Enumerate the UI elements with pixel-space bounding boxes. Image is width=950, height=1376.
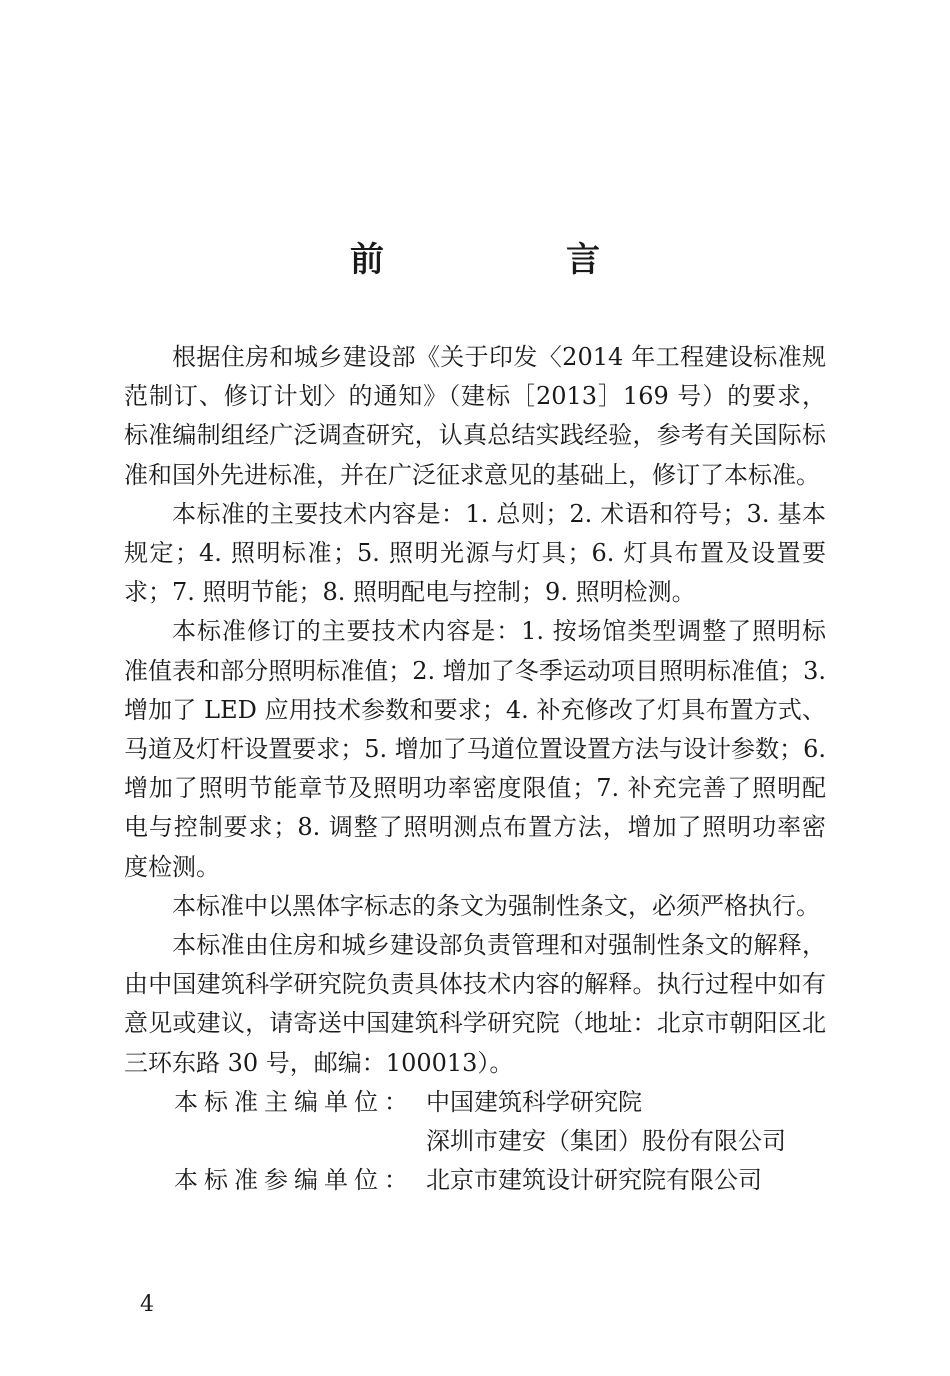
preface-body	[124, 338, 826, 1200]
page-title: 前 言	[350, 240, 674, 280]
chief-unit-2: 深圳市建安（集团）股份有限公司	[426, 1127, 786, 1156]
participating-unit-label: 本标准参编单位：	[174, 1166, 414, 1195]
chief-unit-row-2	[124, 1122, 826, 1161]
chief-unit-1: 中国建筑科学研究院	[426, 1087, 642, 1116]
page-number: 4	[140, 1292, 154, 1317]
participating-unit-row	[124, 1161, 826, 1200]
chief-unit-row	[124, 1083, 826, 1122]
paragraph-revision-content: 本标准修订的主要技术内容是：1. 按场馆类型调整了照明标准值表和部分照明标准值；2. 增加了冬季运动项目照明标准值；3. 增加了 LED 应用技术参数和要求；4. 补充修改了灯具布置方式、马道及灯杆设置要求；5. 增加了马道位置设置方法与设计参数；6. 增加了照明节能章节及照明功率密度限值；7. 补充完善了照明配电与控制要求；8. 调整了照明测点布置方法，增加了照明功率密度检测。	[124, 617, 826, 881]
paragraph-main-content: 本标准的主要技术内容是：1. 总则；2. 术语和符号；3. 基本规定；4. 照明标准；5. 照明光源与灯具；6. 灯具布置及设置要求；7. 照明节能；8. 照明配电与控制；9. 照明检测。	[124, 499, 826, 607]
paragraph-management: 本标准由住房和城乡建设部负责管理和对强制性条文的解释，由中国建筑科学研究院负责具体技术内容的解释。执行过程中如有意见或建议，请寄送中国建筑科学研究院（地址：北京市朝阳区北三环东路 30 号，邮编：100013）。	[124, 931, 826, 1077]
chief-unit-label: 本标准主编单位：	[174, 1087, 414, 1116]
paragraph-background: 根据住房和城乡建设部《关于印发〈2014 年工程建设标准规范制订、修订计划〉的通知》（建标［2013］169 号）的要求，标准编制组经广泛调查研究，认真总结实践经验，参考有关国际标准和国外先进标准，并在广泛征求意见的基础上，修订了本标准。	[124, 343, 826, 489]
paragraph-mandatory-clauses: 本标准中以黑体字标志的条文为强制性条文，必须严格执行。	[172, 891, 820, 920]
participating-unit-1: 北京市建筑设计研究院有限公司	[426, 1166, 762, 1195]
